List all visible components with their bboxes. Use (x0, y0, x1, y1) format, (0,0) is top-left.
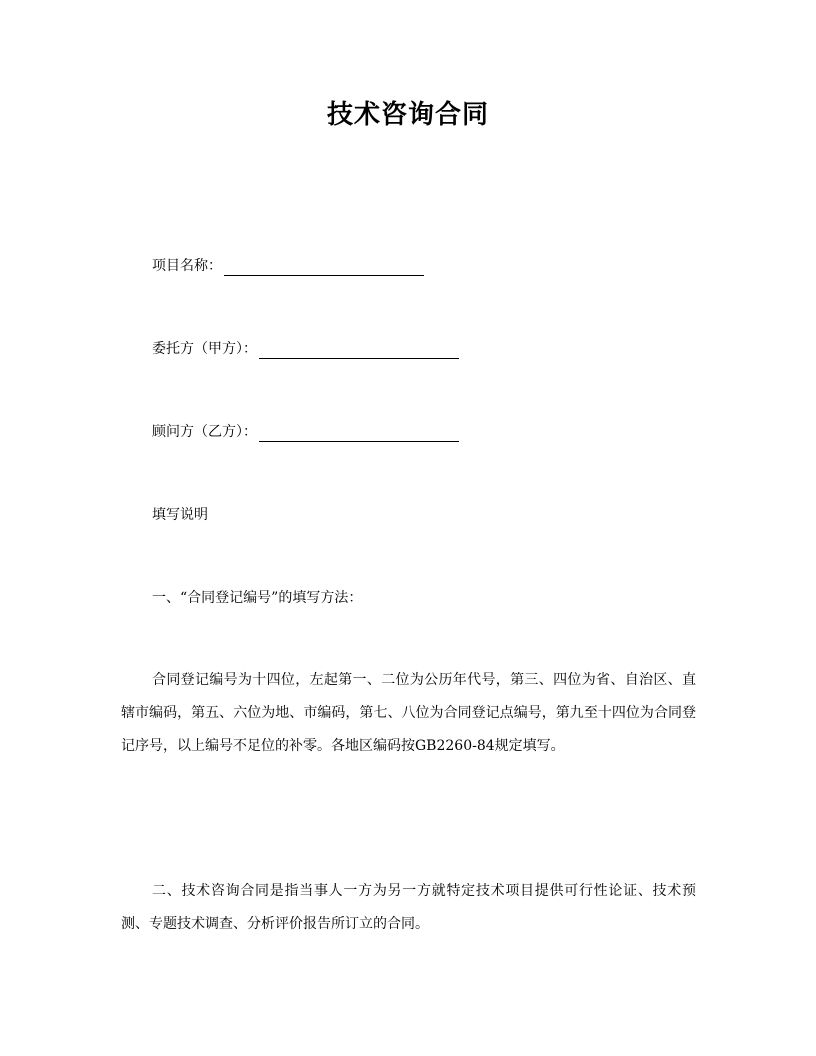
client-party-label: 委托方（甲方）： (152, 341, 257, 357)
consultant-party-blank-line (259, 425, 459, 442)
instructions-heading: 填写说明 (152, 507, 208, 523)
consultant-party-label: 顾问方（乙方）： (152, 424, 257, 440)
project-name-blank-line (224, 259, 424, 276)
item1-body: 合同登记编号为十四位，左起第一、二位为公历年代号，第三、四位为省、自治区、直辖市编码，第五、六位为地、市编码，第七、八位为合同登记点编号，第九至十四位为合同登记序号，以上编号不足位的补零。各地区编码按GB2260-84规定填写。 (121, 672, 696, 754)
client-party-blank-line (259, 342, 459, 359)
project-name-label: 项目名称： (152, 258, 222, 274)
document-title: 技术咨询合同 (326, 100, 489, 130)
item1-heading: 一、“合同登记编号”的填写方法： (152, 590, 363, 606)
consultant-party-field (152, 422, 459, 442)
client-party-field (152, 339, 459, 359)
project-name-field (152, 256, 424, 276)
item2-body: 二、技术咨询合同是指当事人一方为另一方就特定技术项目提供可行性论证、技术预测、专题技术调查、分析评价报告所订立的合同。 (121, 883, 696, 932)
